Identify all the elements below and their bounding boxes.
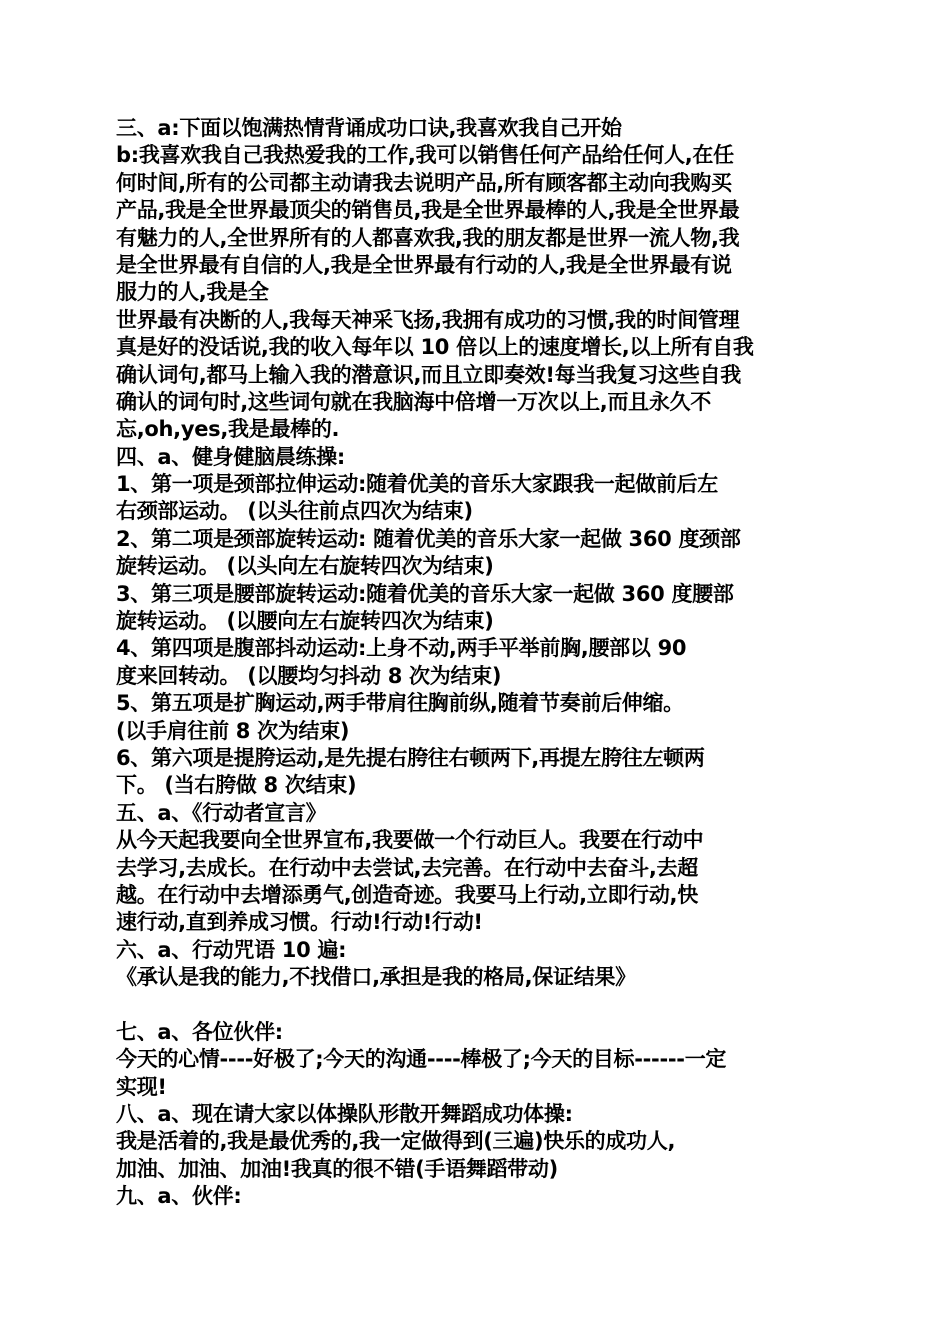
text-line: 忘,oh,yes,我是最棒的. xyxy=(116,417,340,442)
text-line: 下。 (当右胯做 8 次结束) xyxy=(116,773,357,798)
text-line: 旋转运动。 (以腰向左右旋转四次为结束) xyxy=(116,609,494,634)
text-line: 加油、加油、加油!我真的很不错(手语舞蹈带动) xyxy=(116,1156,558,1181)
text-line: 《承认是我的能力,不找借口,承担是我的格局,保证结果》 xyxy=(116,965,636,990)
text-line: 有魅力的人,全世界所有的人都喜欢我,我的朋友都是世界一流人物,我 xyxy=(116,225,740,250)
text-line: 6、第六项是提胯运动,是先提右胯往右顿两下,再提左胯往左顿两 xyxy=(116,745,705,770)
text-line: 真是好的没话说,我的收入每年以 10 倍以上的速度增长,以上所有自我 xyxy=(116,335,754,360)
text-line: 今天的心情----好极了;今天的沟通----棒极了;今天的目标------一定 xyxy=(116,1047,727,1072)
text-line: 旋转运动。 (以头向左右旋转四次为结束) xyxy=(116,554,494,579)
section-heading: 九、a、伙伴: xyxy=(116,1184,242,1209)
section-heading: 七、a、各位伙伴: xyxy=(116,1019,283,1044)
text-line: 确认的词句时,这些词句就在我脑海中倍增一万次以上,而且永久不 xyxy=(116,389,711,414)
text-line: 1、第一项是颈部拉伸运动:随着优美的音乐大家跟我一起做前后左 xyxy=(116,472,719,497)
text-line: 越。在行动中去增添勇气,创造奇迹。我要马上行动,立即行动,快 xyxy=(116,882,698,907)
text-line: 2、第二项是颈部旋转运动: 随着优美的音乐大家一起做 360 度颈部 xyxy=(116,526,741,551)
text-line: 从今天起我要向全世界宣布,我要做一个行动巨人。我要在行动中 xyxy=(116,828,704,853)
text-line: b:我喜欢我自己我热爱我的工作,我可以销售任何产品给任何人,在任 xyxy=(116,143,734,168)
text-line: 速行动,直到养成习惯。行动!行动!行动! xyxy=(116,910,483,935)
text-line: 实现! xyxy=(116,1074,167,1099)
document-page xyxy=(116,115,836,1211)
blank-line xyxy=(116,992,836,1019)
text-line: (以手肩往前 8 次为结束) xyxy=(116,718,350,743)
text-line: 产品,我是全世界最顶尖的销售员,我是全世界最棒的人,我是全世界最 xyxy=(116,198,740,223)
section-heading: 六、a、行动咒语 10 遍: xyxy=(116,937,347,962)
text-line: 服力的人,我是全 xyxy=(116,280,269,305)
text-line: 4、第四项是腹部抖动运动:上身不动,两手平举前胸,腰部以 90 xyxy=(116,636,687,661)
text-line: 5、第五项是扩胸运动,两手带肩往胸前纵,随着节奏前后伸缩。 xyxy=(116,691,684,716)
text-line: 我是活着的,我是最优秀的,我一定做得到(三遍)快乐的成功人, xyxy=(116,1129,676,1154)
text-line: 度来回转动。 (以腰均匀抖动 8 次为结束) xyxy=(116,663,502,688)
section-heading: 四、a、健身健脑晨练操: xyxy=(116,444,345,469)
text-line: 三、a:下面以饱满热情背诵成功口诀,我喜欢我自己开始 xyxy=(116,116,622,140)
section-heading: 五、a、《行动者宣言》 xyxy=(116,800,327,825)
text-line: 去学习,去成长。在行动中去尝试,去完善。在行动中去奋斗,去超 xyxy=(116,855,698,880)
text-line: 右颈部运动。 (以头往前点四次为结束) xyxy=(116,499,473,524)
text-line: 确认词句,都马上输入我的潜意识,而且立即奏效!每当我复习这些自我 xyxy=(116,362,741,387)
section-heading: 八、a、现在请大家以体操队形散开舞蹈成功体操: xyxy=(116,1102,573,1127)
text-line: 是全世界最有自信的人,我是全世界最有行动的人,我是全世界最有说 xyxy=(116,252,732,277)
text-line: 何时间,所有的公司都主动请我去说明产品,所有顾客都主动向我购买 xyxy=(116,170,732,195)
text-line: 3、第三项是腰部旋转运动:随着优美的音乐大家一起做 360 度腰部 xyxy=(116,581,734,606)
text-line: 世界最有决断的人,我每天神采飞扬,我拥有成功的习惯,我的时间管理 xyxy=(116,307,740,332)
